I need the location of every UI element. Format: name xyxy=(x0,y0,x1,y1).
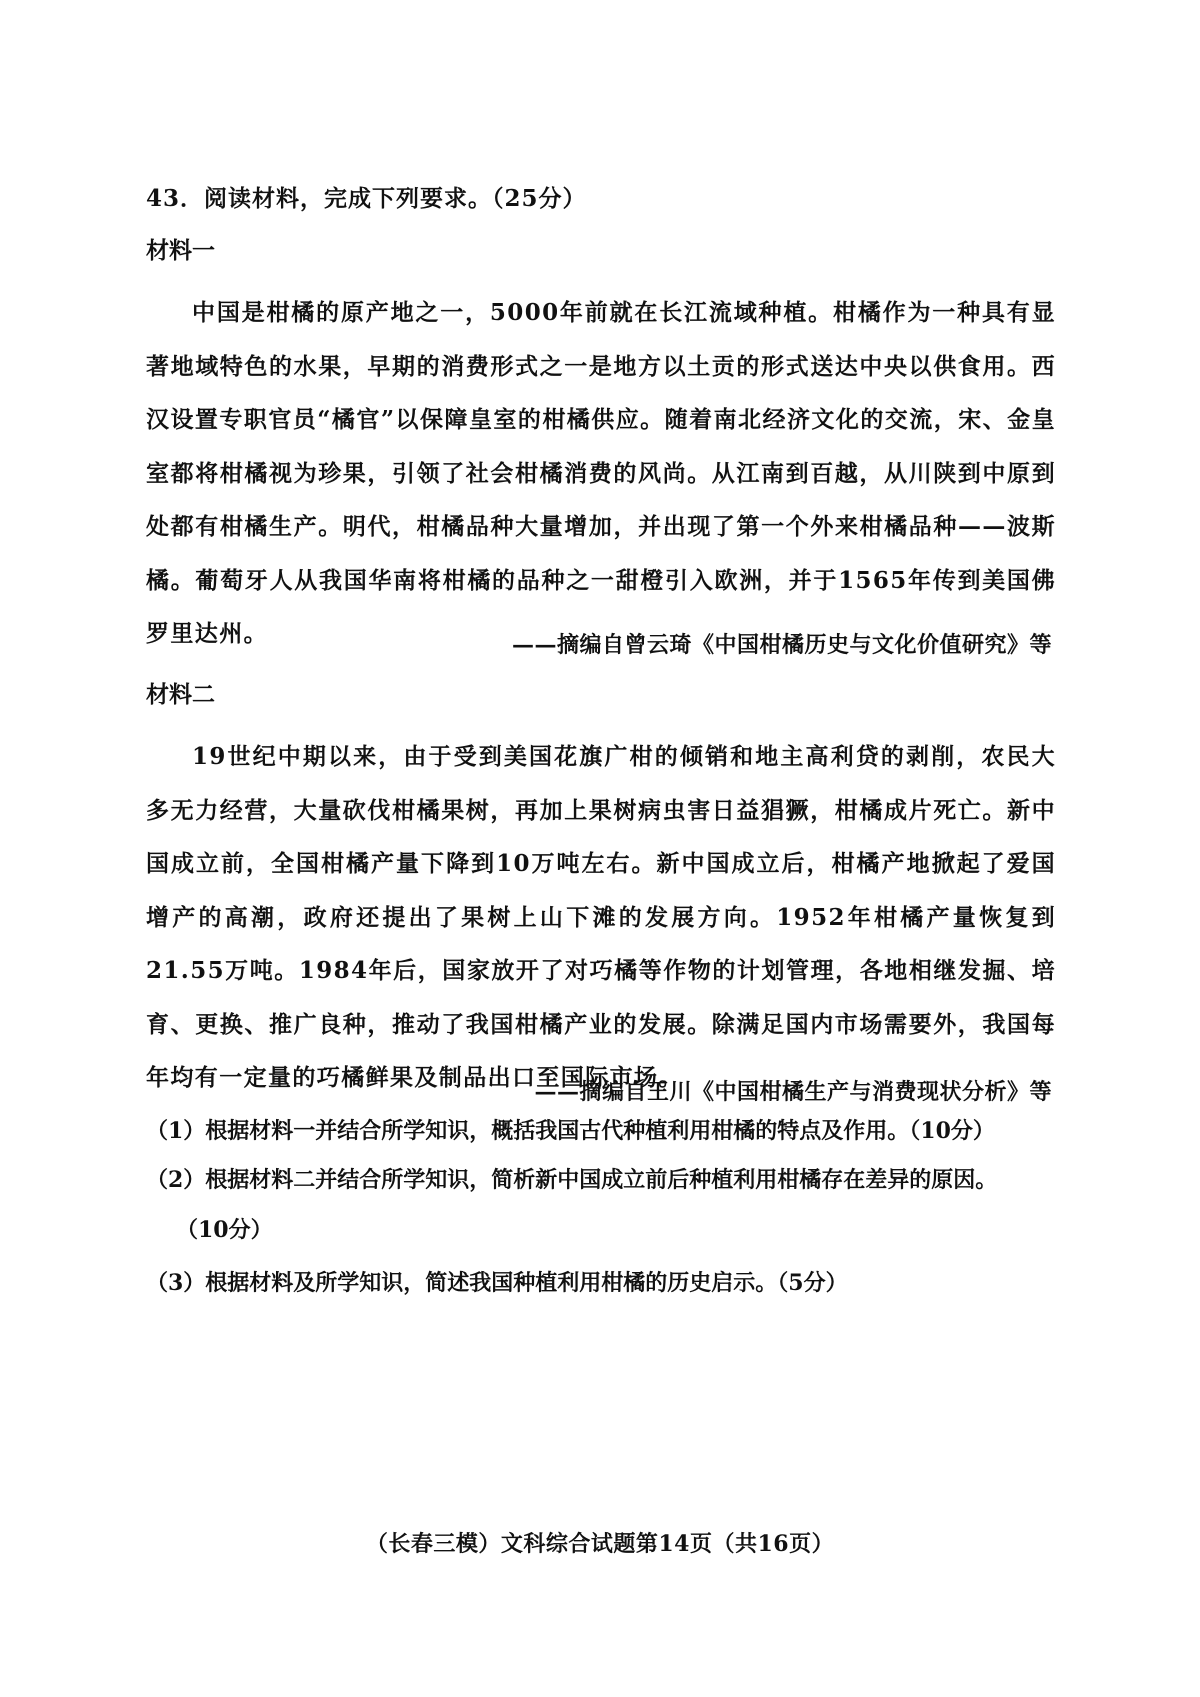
material-1-label: 材料一 xyxy=(146,237,215,264)
sub-question-3: （3）根据材料及所学知识，简述我国种植利用柑橘的历史启示。（5分） xyxy=(146,1270,848,1296)
material-1-source: ——摘编自曾云琦《中国柑橘历史与文化价值研究》等 xyxy=(511,632,1052,658)
sub-question-2-score: （10分） xyxy=(176,1217,273,1243)
question-title: 43．阅读材料，完成下列要求。（25分） xyxy=(146,185,587,212)
sub-question-2-text: （2）根据材料二并结合所学知识，简析新中国成立前后种植利用柑橘存在差异的原因。 xyxy=(146,1167,998,1193)
material-2-label: 材料二 xyxy=(146,681,215,708)
page-footer: （长春三模）文科综合试题第14页（共16页） xyxy=(365,1531,835,1557)
material-2-text: 19世纪中期以来，由于受到美国花旗广柑的倾销和地主高利贷的剥削，农民大多无力经营，大量砍伐柑橘果树，再加上果树病虫害日益猖獗，柑橘成片死亡。新中国成立前，全国柑橘产量下降到10万吨左右。新中国成立后，柑橘产地掀起了爱国增产的高潮，政府还提出了果树上山下滩的发展方向。1952年柑橘产量恢复到21.55万吨。1984年后，国家放开了对巧橘等作物的计划管理，各地相继发掘、培育、更换、推广良种，推动了我国柑橘产业的发展。除满足国内市场需要外，我国每年均有一定量的巧橘鲜果及制品出口至国际市场。 xyxy=(146,743,1056,1091)
material-1-text: 中国是柑橘的原产地之一，5000年前就在长江流域种植。柑橘作为一种具有显著地域特色的水果，早期的消费形式之一是地方以土贡的形式送达中央以供食用。西汉设置专职官员“橘官”以保障皇室的柑橘供应。随着南北经济文化的交流，宋、金皇室都将柑橘视为珍果，引领了社会柑橘消费的风尚。从江南到百越，从川陕到中原到处都有柑橘生产。明代，柑橘品种大量增加，并出现了第一个外来柑橘品种——波斯橘。葡萄牙人从我国华南将柑橘的品种之一甜橙引入欧洲，并于1565年传到美国佛罗里达州。 xyxy=(146,299,1056,647)
material-2-source: ——摘编自王川《中国柑橘生产与消费现状分析》等 xyxy=(534,1079,1052,1105)
sub-question-1: （1）根据材料一并结合所学知识，概括我国古代种植利用柑橘的特点及作用。（10分） xyxy=(146,1118,995,1144)
sub-question-2 xyxy=(146,1155,1066,1255)
